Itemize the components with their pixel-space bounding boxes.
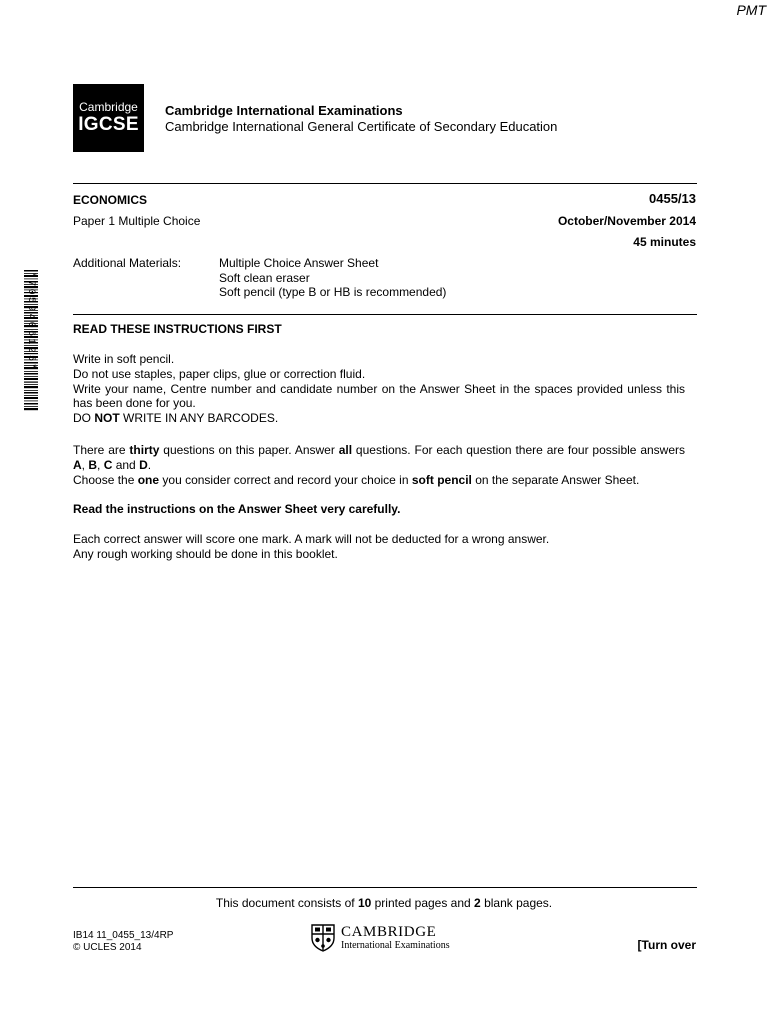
text-run-bold: NOT <box>94 411 120 426</box>
cambridge-logo <box>311 924 450 952</box>
instruction-paragraph <box>73 473 685 488</box>
cambridge-subtitle: International Examinations <box>341 940 450 951</box>
cambridge-wordmark <box>341 925 450 951</box>
divider-bottom <box>73 887 697 888</box>
text-run-bold: all <box>338 443 353 457</box>
text-run: and <box>112 457 140 472</box>
text-run: on the separate Answer Sheet. <box>471 472 640 487</box>
instructions-block-1 <box>73 352 685 426</box>
text-run: Choose the <box>73 472 138 487</box>
text-run: There are <box>73 443 130 457</box>
instruction-line: Each correct answer will score one mark. A mark will not be deducted for a wrong answer. <box>73 532 550 546</box>
option-a: A <box>73 457 82 472</box>
answer-sheet-note: Read the instructions on the Answer Sheet very carefully. <box>73 502 401 516</box>
org-header <box>165 103 557 135</box>
material-item: Soft clean eraser <box>219 270 310 285</box>
blank-pages-count: 2 <box>474 896 481 910</box>
option-c: C <box>103 457 113 472</box>
text-run: . <box>147 457 152 472</box>
reference-code: IB14 11_0455_13/4RP <box>73 930 174 941</box>
text-run: blank pages. <box>480 896 553 910</box>
instruction-line: Write your name, Centre number and candidate number on the Answer Sheet in the spaces provided unless this has been done for you. <box>73 381 685 411</box>
subject: ECONOMICS <box>73 193 148 207</box>
text-run-bold: thirty <box>129 443 160 457</box>
printed-pages-count: 10 <box>357 896 372 910</box>
paper-name: Paper 1 Multiple Choice <box>73 214 201 228</box>
divider-middle <box>73 314 697 315</box>
text-run-bold: soft pencil <box>411 472 472 487</box>
logo-small-text: Cambridge <box>79 99 138 114</box>
option-d: D <box>139 457 148 472</box>
instruction-paragraph <box>73 443 685 473</box>
option-b: B <box>88 457 98 472</box>
copyright: © UCLES 2014 <box>73 941 142 953</box>
divider-top <box>73 183 697 184</box>
cambridge-name: CAMBRIDGE <box>341 924 437 940</box>
materials-list <box>219 256 446 300</box>
igcse-logo <box>73 84 144 152</box>
text-run: you consider correct and record your choice in <box>159 472 412 487</box>
barcode-number: *7059406125* <box>25 272 36 372</box>
text-run: This document consists of <box>215 896 358 910</box>
org-name: Cambridge International Examinations <box>165 103 403 118</box>
turn-over: [Turn over <box>637 938 696 952</box>
corner-label: PMT <box>736 2 766 18</box>
text-run: WRITE IN ANY BARCODES. <box>119 411 279 426</box>
instruction-line <box>73 411 685 426</box>
exam-duration: 45 minutes <box>633 235 696 249</box>
text-run: , <box>81 457 89 472</box>
text-run: printed pages and <box>371 896 475 910</box>
text-run: questions. For each question there are four possible answers <box>352 443 686 457</box>
syllabus-code: 0455/13 <box>649 191 696 206</box>
instructions-block-2 <box>73 443 685 487</box>
instruction-line: Write in soft pencil. <box>73 352 175 366</box>
materials-label: Additional Materials: <box>73 256 182 270</box>
crest-icon <box>311 924 335 952</box>
material-item: Soft pencil (type B or HB is recommended) <box>219 285 447 299</box>
qualification-name: Cambridge International General Certificate of Secondary Education <box>165 119 558 134</box>
material-item: Multiple Choice Answer Sheet <box>219 256 379 270</box>
text-run: questions on this paper. Answer <box>159 443 339 457</box>
logo-big-text: IGCSE <box>78 113 139 135</box>
instructions-heading: READ THESE INSTRUCTIONS FIRST <box>73 322 282 336</box>
document-reference <box>73 930 173 953</box>
exam-session: October/November 2014 <box>557 214 696 228</box>
instruction-line: Any rough working should be done in this booklet. <box>73 546 338 561</box>
document-summary <box>0 896 768 910</box>
instruction-line: Do not use staples, paper clips, glue or correction fluid. <box>73 366 366 381</box>
text-run: , <box>97 457 104 472</box>
text-run: DO <box>73 411 95 426</box>
text-run-bold: one <box>137 472 160 487</box>
marking-block <box>73 532 685 562</box>
